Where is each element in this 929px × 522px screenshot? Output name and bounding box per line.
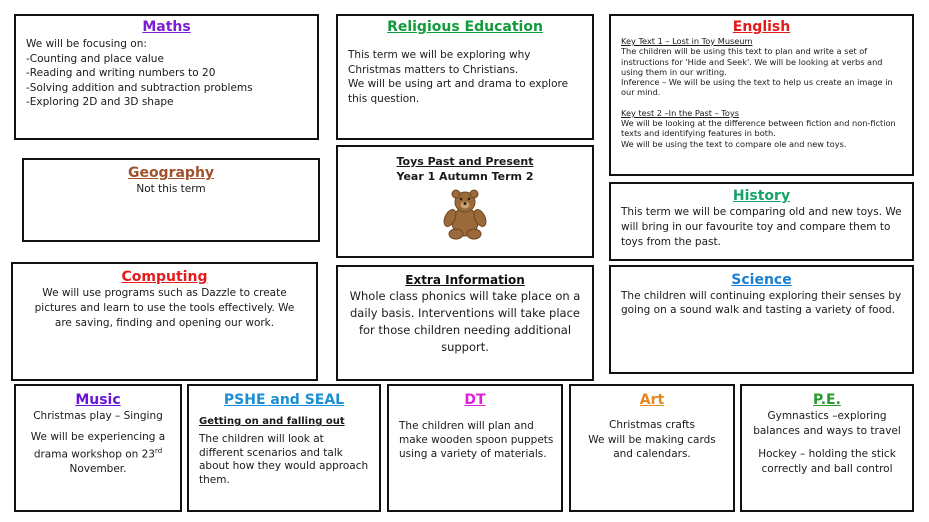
history-title: History — [732, 188, 791, 204]
maths-line: -Exploring 2D and 3D shape — [26, 96, 174, 108]
dt-body: The children will plan and make wooden spoon puppets using a variety of materials. — [399, 420, 554, 460]
pshe-title: PSHE and SEAL — [223, 392, 345, 408]
maths-line: -Counting and place value — [26, 52, 164, 65]
extra-information-body: Whole class phonics will take place on a daily basis. Interventions will take place for those children needing additional support. — [349, 289, 581, 354]
topic-title: Toys Past and Present — [396, 155, 534, 168]
art-line-1: Christmas crafts — [609, 419, 695, 431]
english-key-text-1-body: The children will be using this text to plan and write a set of instructions for 'Hide and Seek'. We will be looking at verbs and using them in our writing. — [621, 46, 883, 77]
art-panel — [569, 384, 735, 512]
pe-title: P.E. — [813, 392, 841, 408]
english-key-text-2-compare: We will be using the text to compare ole and new toys. — [621, 138, 847, 149]
pe-panel — [740, 384, 914, 512]
dt-title: DT — [464, 392, 486, 408]
art-line-2: We will be making cards and calendars. — [588, 433, 716, 460]
topic-panel — [336, 145, 594, 258]
pshe-body: The children will look at different scenarios and talk about how they would approach them. — [199, 433, 369, 486]
religious-education-body — [338, 36, 592, 106]
science-body: The children will continuing exploring their senses by going on a sound walk and tasting a variety of food. — [621, 290, 902, 316]
maths-list — [16, 36, 317, 110]
art-title: Art — [639, 392, 665, 408]
religious-education-panel — [336, 14, 594, 140]
computing-title: Computing — [121, 269, 208, 285]
pe-paragraph-2: Hockey – holding the stick correctly and ball control — [758, 448, 896, 475]
music-date-suffix: rd — [154, 447, 163, 455]
maths-panel — [14, 14, 319, 140]
geography-panel — [22, 158, 320, 242]
english-panel — [609, 14, 914, 176]
re-paragraph: We will be using art and drama to explore this question. — [348, 78, 569, 105]
music-line-2-month: November. — [69, 463, 127, 475]
maths-line: -Reading and writing numbers to 20 — [26, 67, 216, 79]
computing-body: We will use programs such as Dazzle to create pictures and learn to use the tools effectively. We are saving, finding and opening our work. — [34, 287, 295, 329]
extra-information-panel — [336, 265, 594, 381]
teddy-bear-icon — [435, 188, 495, 240]
english-key-text-2-body: We will be looking at the difference between fiction and non-fiction texts and identifying features in both. — [621, 118, 896, 139]
english-key-text-1-heading: Key Text 1 – Lost in Toy Museum — [621, 36, 753, 46]
topic-subtitle: Year 1 Autumn Term 2 — [396, 170, 534, 183]
history-panel — [609, 182, 914, 261]
maths-line: We will be focusing on: — [26, 38, 147, 50]
pe-paragraph-1: Gymnastics –exploring balances and ways to travel — [753, 410, 901, 437]
computing-panel — [11, 262, 318, 381]
music-title: Music — [75, 392, 121, 408]
geography-title: Geography — [127, 165, 215, 181]
music-line-2-text: We will be experiencing a drama workshop on 23 — [30, 430, 166, 461]
music-panel — [14, 384, 182, 512]
pshe-subheading: Getting on and falling out — [199, 416, 345, 427]
maths-title: Maths — [142, 19, 191, 35]
geography-body: Not this term — [136, 183, 206, 195]
history-body: This term we will be comparing old and new toys. We will bring in our favourite toy and compare them to toys from the past. — [621, 206, 902, 248]
dt-panel — [387, 384, 563, 512]
english-inference: Inference – We will be using the text to help us create an image in our mind. — [621, 77, 893, 98]
music-line-1: Christmas play – Singing — [33, 410, 163, 422]
science-panel — [609, 265, 914, 374]
english-key-text-2-heading: Key test 2 –In the Past – Toys — [621, 107, 740, 118]
extra-information-title: Extra Information — [405, 273, 525, 287]
english-body — [611, 36, 912, 149]
religious-education-title: Religious Education — [387, 19, 543, 35]
maths-line: -Solving addition and subtraction problems — [26, 81, 253, 94]
science-title: Science — [731, 272, 792, 288]
music-line-2 — [16, 430, 180, 477]
re-paragraph: This term we will be exploring why Christmas matters to Christians. — [348, 49, 531, 76]
pshe-panel — [187, 384, 381, 512]
english-title: English — [732, 19, 791, 35]
